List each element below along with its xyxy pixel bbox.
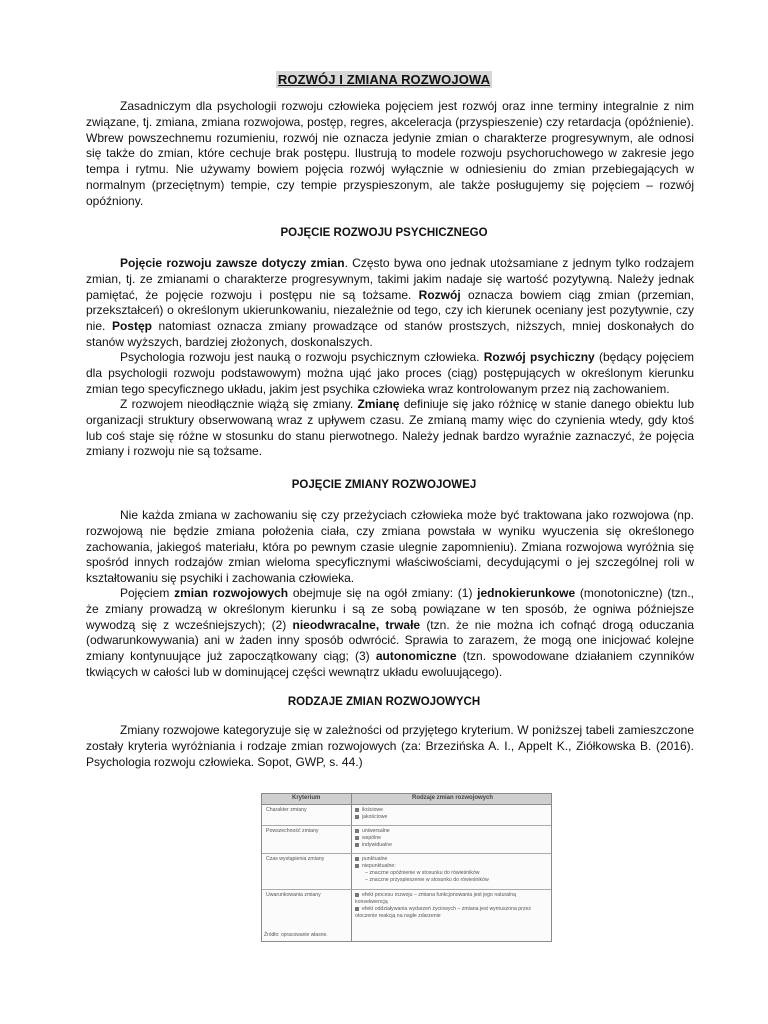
table-cell-criterion: Charakter zmiany bbox=[266, 807, 307, 813]
section-heading-psychic-development: POJĘCIE ROZWOJU PSYCHICZNEGO bbox=[280, 227, 488, 239]
document-title: ROZWÓJ I ZMIANA ROZWOJOWA bbox=[277, 72, 491, 87]
section2-paragraph-2: Pojęciem zmian rozwojowych obejmuje się na ogół zmiany: (1) jednokierunkowe (monotoniczne) (tzn., że zmiany prowadzą w określonym kierunku i są ze sobą powiązane w ten sposób, że ogniwa późniejsze wywodzą się z wcześniejszych); (2) nieodwracalne, trwałe (tzn. że nie można ich cofnąć drogą oduczania (odwarunkowywania) ani w żaden inny sposób odwrócić. Sprawia to zarazem, że mogą one inicjować kolejne zmiany kontynuujące już zapoczątkowany ciąg; (3) autonomiczne (tzn. spowodowane działaniem czynników tkwiących w całości lub w dominującej części wewnątrz układu ewoluującego). bbox=[86, 586, 694, 679]
table-cell-criterion: Czas wystąpienia zmiany bbox=[266, 856, 325, 862]
section1-paragraph-2: Psychologia rozwoju jest nauką o rozwoju psychicznym człowieka. Rozwój psychiczny (będący pojęciem dla psychologii rozwoju podstawowym) można ująć jako proces (ciąg) postępujących w określonym kierunku zmian tego specyficznego układu, jakim jest psychika człowieka wraz kontrolowanym przez nią zachowaniem. bbox=[86, 350, 695, 396]
section1-paragraph-1: Pojęcie rozwoju zawsze dotyczy zmian. Często bywa ono jednak utożsamiane z jednym tylko rodzajem zmian, tj. ze zmianami o charakterze progresywnym, takimi jakim nadaje się wartość pozytywną. Należy jednak pamiętać, że pojęcie rozwoju i postępu nie są tożsame. Rozwój oznacza bowiem ciąg zmian (przemian, przekształceń) o określonym ukierunkowaniu, niezależnie od tego, czy ich kierunek oceniany jest pozytywnie, czy nie. Postęp natomiast oznacza zmiany prowadzące od stanów prostszych, niższych, mniej doskonałych do stanów wyższych, bardziej złożonych, doskonalszych. bbox=[86, 256, 695, 349]
section-heading-types-of-change: RODZAJE ZMIAN ROZWOJOWYCH bbox=[287, 696, 481, 708]
table-cell-kinds: efekt procesu rozwoju – zmiana funkcjonowania jest jego naturalną konsekwencją efekt oddziaływania wydarzeń życiowych – zmiana jest wymuszona przez otoczenie reakcją na nagłe zdarzenie bbox=[355, 892, 531, 919]
table-cell-kinds: punktualne niepunktualne: – znaczne opóźnienie w stosunku do rówieśników – znaczne przyspieszenie w stosunku do rówieśników bbox=[355, 856, 547, 884]
table-row bbox=[262, 854, 551, 890]
table-header bbox=[262, 794, 551, 805]
section-heading-developmental-change: POJĘCIE ZMIANY ROZWOJOWEJ bbox=[291, 479, 477, 491]
table-cell-criterion: Powszechność zmiany bbox=[266, 828, 319, 834]
table-cell-kinds: ilościowe jakościowe bbox=[355, 807, 547, 821]
table-row bbox=[262, 826, 551, 854]
table-row bbox=[262, 890, 551, 932]
section1-paragraph-3: Z rozwojem nieodłącznie wiążą się zmiany. Zmianę definiuje się jako różnicę w stanie danego obiektu lub organizacji struktury obserwowaną wraz z upływem czasu. Ze zmianą mamy więc do czynienia wtedy, gdy ktoś lub coś staje się różne w stosunku do stanu pierwotnego. Należy jednak bardzo wyraźnie zaznaczyć, że pojęcia zmiany i rozwoju nie są tożsame. bbox=[86, 397, 694, 459]
table-source-note: Źródło: opracowanie własne. bbox=[264, 932, 328, 938]
table-header-kinds: Rodzaje zmian rozwojowych bbox=[412, 795, 494, 801]
table-header-criterion: Kryterium bbox=[292, 795, 321, 801]
table-cell-criterion: Uwarunkowania zmiany bbox=[266, 892, 321, 898]
section3-paragraph-1: Zmiany rozwojowe kategoryzuje się w zależności od przyjętego kryterium. W poniższej tabeli zamieszczone zostały kryteria wyróżniania i rodzaje zmian rozwojowych (za: Brzezińska A. I., Appelt K., Ziółkowska B. (2016). Psychologia rozwoju człowieka. Sopot, GWP, s. 44.) bbox=[86, 723, 694, 769]
intro-paragraph: Zasadniczym dla psychologii rozwoju człowieka pojęciem jest rozwój oraz inne terminy integralnie z nim związane, tj. zmiana, zmiana rozwojowa, postęp, regres, akceleracja (przyspieszenie) czy retardacja (opóźnienie). Wbrew powszechnemu rozumieniu, rozwój nie oznacza jedynie zmian o charakterze progresywnym, ale odnosi się także do zmian, które cechuje brak postępu. Ilustrują to modele rozwoju psychoruchowego w zakresie jego tempa i rytmu. Nie używamy bowiem pojęcia rozwój wyłącznie w odniesieniu do zmian przebiegających w normalnym (przeciętnym) tempie, czy tempie przyspieszonym, ale także posługujemy się pojęciem – rozwój opóźniony. bbox=[86, 99, 694, 208]
criteria-table bbox=[261, 793, 552, 942]
table-cell-kinds: uniwersalne wspólne indywidualne bbox=[355, 828, 547, 849]
section2-paragraph-1: Nie każda zmiana w zachowaniu się czy przeżyciach człowieka może być traktowana jako rozwojowa (np. rozwojową nie będzie zmiana położenia ciała, czy zmiana powstała w wyniku wyuczenia się określonego zachowania, jakiegoś materiału, która po pewnym czasie ulegnie zapomnieniu). Zmiana rozwojowa wyróżnia się spośród innych rodzajów zmian wieloma specyficznymi właściwościami, decydującymi o jej szczególnej roli w kształtowaniu się psychiki i zachowania człowieka. bbox=[86, 508, 694, 586]
table-row bbox=[262, 805, 551, 826]
